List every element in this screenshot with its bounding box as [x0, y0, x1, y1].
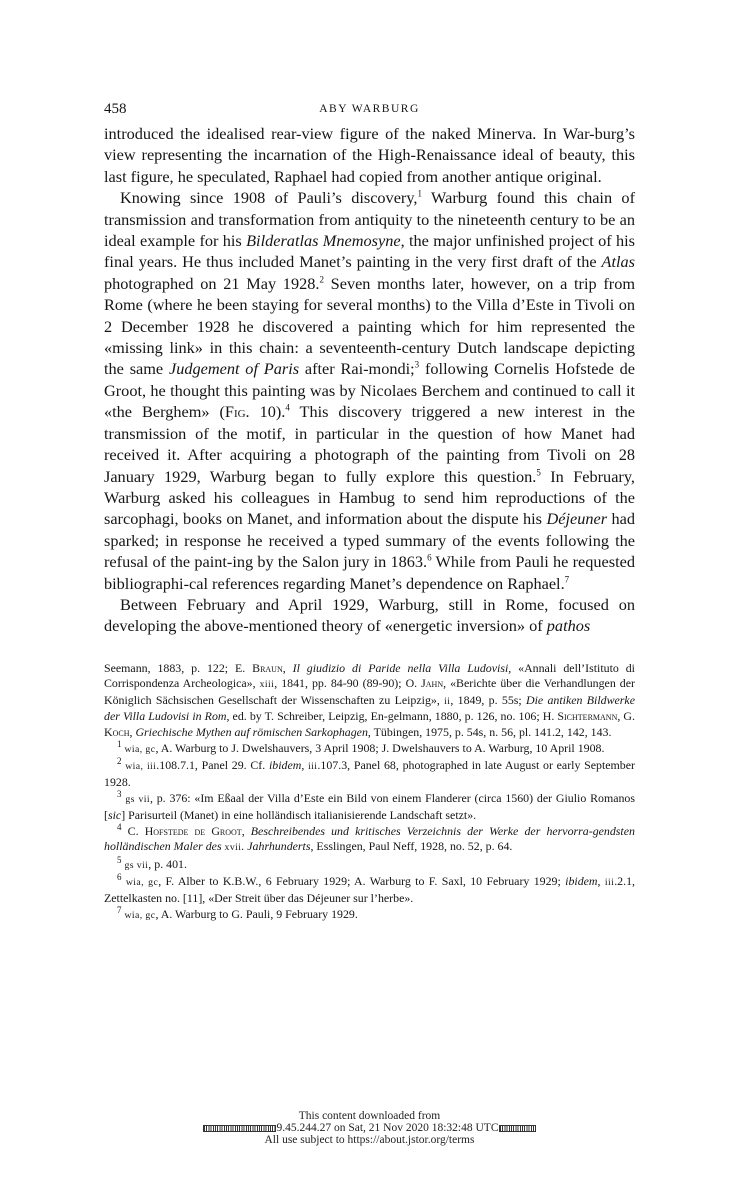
redaction-bar-icon — [499, 1125, 536, 1132]
footnote-6: $^6$ wia, gc, F. Alber to K.B.W., 6 February 1929; A. Warburg to F. Saxl, 10 February 1929; ibidem, iii.2.1, Zettelkasten no. [11], «Der Streit über das Déjeuner sur l’herbe». — [104, 872, 635, 905]
redaction-bar-icon — [203, 1125, 276, 1132]
footnote-4: $^4$ C. Hofstede de Groot, Beschreibendes und kritisches Verzeichnis der Werke der hervorra-gendsten holländischen Maler des xvii. Jahrhunderts, Esslingen, Paul Neff, 1928, no. 52, p. 64. — [104, 822, 635, 854]
jstor-footer — [0, 1110, 739, 1146]
page-number: 458 — [104, 101, 127, 117]
footnote-ref[interactable]: 5 — [536, 467, 541, 478]
footnote-ref[interactable]: 2 — [319, 274, 324, 285]
footnote-ref[interactable]: 7 — [564, 574, 570, 585]
footnote-7: $^7$ wia, gc, A. Warburg to G. Pauli, 9 February 1929. — [117, 905, 358, 922]
footnote-ref[interactable]: 1 — [417, 188, 423, 199]
figure-reference[interactable]: Fig. 10 — [224, 402, 276, 422]
paragraph: Between February and April 1929, Warburg, still in Rome, focused on developing the above-mentioned theory of «energetic inversion» of pathos — [104, 594, 635, 636]
footnote-1: $^1$ wia, gc, A. Warburg to J. Dwelshauvers, 3 April 1908; J. Dwelshauvers to A. Warburg, 10 April 1908. — [117, 739, 605, 756]
footnotes — [104, 661, 635, 925]
paragraph: Knowing since 1908 of Pauli’s discovery,$^1$ Warburg found this chain of transmission and transformation from antiquity to the nineteenth century to be an ideal example for his Bilderatlas Mnemosyne, the major unfinished project of his final years. He thus included Manet’s painting in the very first draft of the Atlas photographed on 21 May 1928.$^2$ Seven months later, however, on a trip from Rome (where he been staying for several months) to the Villa d’Este in Tivoli on 2 December 1928 he discovered a painting which for him represented the «missing link» in this chain: a seventeenth-century Dutch landscape depicting the same Judgement of Paris after Rai-mondi;$^3$ following Cornelis Hofstede de Groot, he thought this painting was by Nicolaes Berchem and continued to call it «the Berghem» (Fig. 10).$^4$ This discovery triggered a new interest in the transmission of the motif, in particular in the question of how Manet had received it. After acquiring a photograph of the painting from Tivoli on 28 January 1929, Warburg began to fully explore this question.$^5$ In February, Warburg asked his colleagues in Hambug to send him reproductions of the sarcophagi, books on Manet, and information about the dispute his Déjeuner had sparked; in response he received a typed summary of the events following the refusal of the paint-ing by the Salon jury in 1863.$^6$ While from Pauli he requested bibliographi-cal references regarding Manet’s dependence on Raphael.$^7$ — [104, 188, 636, 593]
main-text — [104, 123, 635, 637]
footnote-2: $^2$ wia, iii.108.7.1, Panel 29. Cf. ibidem, iii.107.3, Panel 68, photographed in late August or early September 1928. — [104, 756, 635, 789]
footer-line-2: 9.45.244.27 on Sat, 21 Nov 2020 18:32:48 UTC — [0, 1122, 739, 1134]
footnote-3: $^3$ gs vii, p. 376: «Im Eßaal der Villa d’Este ein Bild von einem Flanderer (circa 1560) der Giulio Romanos [sic] Parisurteil (Manet) in eine holländisch italianisierende Landschaft setzt». — [104, 789, 635, 822]
footnote-ref[interactable]: 6 — [427, 552, 432, 563]
running-head: ABY WARBURG — [319, 103, 420, 115]
paragraph: introduced the idealised rear-view figure of the naked Minerva. In War-burg’s view representing the incarnation of the High-Renaissance ideal of beauty, this last figure, he speculated, Raphael had copied from another antique original. — [104, 124, 635, 186]
footer-line-1: This content downloaded from — [298, 1110, 441, 1122]
page-header — [104, 101, 635, 123]
footnote-continuation: Seemann, 1883, p. 122; E. Braun, Il giudizio di Paride nella Villa Ludovisi, «Annali dell’Istituto di Corrispondenza Archeologica», xiii, 1841, pp. 84-90 (89-90); O. Jahn, «Berichte über die Verhandlungen der Königlich Sächsischen Gesellschaft der Wissenschaften zu Leipzig», ii, 1849, p. 55s; Die antiken Bildwerke der Villa Ludovisi in Rom, ed. by T. Schreiber, Leipzig, En-gelmann, 1880, p. 126, no. 106; H. Sichtermann, G. Koch, Griechische Mythen auf römischen Sarkophagen, Tübingen, 1975, p. 54s, n. 56, pl. 141.2, 142, 143. — [104, 661, 635, 739]
footnote-5: $^5$ gs vii, p. 401. — [117, 854, 187, 871]
footer-terms-link[interactable]: All use subject to https://about.jstor.org/terms — [264, 1134, 475, 1146]
footnote-ref[interactable]: 4 — [285, 402, 290, 413]
footnote-ref[interactable]: 3 — [414, 360, 420, 371]
